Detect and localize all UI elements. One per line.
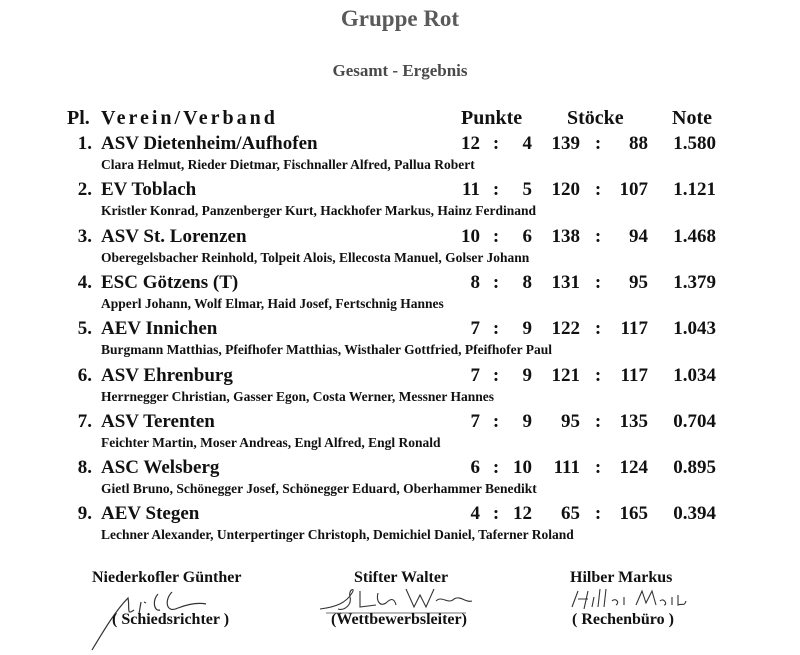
points-won: 4 xyxy=(470,503,480,524)
points-lost: 4 xyxy=(522,133,532,154)
sticks-against: 95 xyxy=(629,272,648,293)
competition-manager-name: Stifter Walter xyxy=(354,569,449,586)
rank: 6. xyxy=(77,365,92,386)
points-separator: : xyxy=(492,318,500,339)
note-value: 0.394 xyxy=(673,503,716,524)
header-sticks: Stöcke xyxy=(567,107,624,129)
sticks-against: 124 xyxy=(619,457,648,478)
result-row-1 xyxy=(0,133,800,179)
sticks-separator: : xyxy=(594,133,602,154)
sticks-for: 121 xyxy=(551,365,580,386)
sticks-against: 117 xyxy=(620,365,648,386)
rank: 9. xyxy=(77,503,92,524)
team-players: Gietl Bruno, Schönegger Josef, Schönegger Eduard, Oberhammer Benedikt xyxy=(101,481,537,496)
points-lost: 9 xyxy=(522,318,532,339)
team-players: Oberegelsbacher Reinhold, Tolpeit Alois, Ellecosta Manuel, Golser Johann xyxy=(101,250,530,265)
sticks-against: 88 xyxy=(629,133,648,154)
header-club: Verein/Verband xyxy=(101,107,278,129)
points-separator: : xyxy=(492,272,500,293)
sticks-against: 94 xyxy=(629,226,648,247)
team-players: Apperl Johann, Wolf Elmar, Haid Josef, Fertschnig Hannes xyxy=(101,296,444,311)
sticks-against: 165 xyxy=(619,503,648,524)
points-won: 7 xyxy=(470,318,480,339)
sticks-separator: : xyxy=(594,226,602,247)
points-lost: 9 xyxy=(522,411,532,432)
rank: 3. xyxy=(77,226,92,247)
result-row-8 xyxy=(0,457,800,503)
scoring-office-signature-scribble xyxy=(568,585,688,613)
points-won: 12 xyxy=(461,133,480,154)
team-name: AEV Stegen xyxy=(101,503,200,524)
team-name: EV Toblach xyxy=(101,179,197,200)
sticks-for: 131 xyxy=(551,272,580,293)
header-note: Note xyxy=(672,107,712,129)
rank: 4. xyxy=(77,272,92,293)
note-value: 1.468 xyxy=(673,226,716,247)
points-lost: 5 xyxy=(522,179,532,200)
team-players: Burgmann Matthias, Pfeifhofer Matthias, Wisthaler Gottfried, Pfeifhofer Paul xyxy=(101,342,552,357)
rank: 8. xyxy=(77,457,92,478)
sticks-separator: : xyxy=(594,318,602,339)
team-name: ASV Dietenheim/Aufhofen xyxy=(101,133,318,154)
scoring-office-name: Hilber Markus xyxy=(570,569,673,586)
result-row-2 xyxy=(0,179,800,225)
points-won: 10 xyxy=(461,226,480,247)
team-name: ASV St. Lorenzen xyxy=(101,226,247,247)
points-separator: : xyxy=(492,226,500,247)
team-name: AEV Innichen xyxy=(101,318,218,339)
sticks-for: 138 xyxy=(551,226,580,247)
team-name: ESC Götzens (T) xyxy=(101,272,239,293)
referee-role: ( Schiedsrichter ) xyxy=(112,611,230,628)
rank: 5. xyxy=(77,318,92,339)
points-lost: 12 xyxy=(513,503,532,524)
note-value: 1.043 xyxy=(673,318,716,339)
sticks-against: 107 xyxy=(619,179,648,200)
rank: 7. xyxy=(77,411,92,432)
team-name: ASV Terenten xyxy=(101,411,215,432)
sticks-for: 111 xyxy=(553,457,580,478)
sticks-for: 139 xyxy=(551,133,580,154)
team-players: Lechner Alexander, Unterpertinger Christoph, Demichiel Daniel, Taferner Roland xyxy=(101,527,574,542)
points-separator: : xyxy=(492,365,500,386)
page-title: Gruppe Rot xyxy=(340,6,460,31)
note-value: 1.580 xyxy=(673,133,716,154)
points-won: 8 xyxy=(470,272,480,293)
team-players: Clara Helmut, Rieder Dietmar, Fischnaller Alfred, Pallua Robert xyxy=(101,157,475,172)
team-name: ASV Ehrenburg xyxy=(101,365,233,386)
note-value: 0.895 xyxy=(673,457,716,478)
sticks-separator: : xyxy=(594,365,602,386)
points-separator: : xyxy=(492,503,500,524)
points-separator: : xyxy=(492,133,500,154)
note-value: 1.379 xyxy=(673,272,716,293)
points-lost: 9 xyxy=(522,365,532,386)
points-lost: 6 xyxy=(522,226,532,247)
team-name: ASC Welsberg xyxy=(101,457,220,478)
points-lost: 8 xyxy=(522,272,532,293)
points-separator: : xyxy=(492,457,500,478)
points-lost: 10 xyxy=(513,457,532,478)
sticks-separator: : xyxy=(594,179,602,200)
sticks-separator: : xyxy=(594,272,602,293)
team-players: Kristler Konrad, Panzenberger Kurt, Hackhofer Markus, Hainz Ferdinand xyxy=(101,203,536,218)
referee-name: Niederkofler Günther xyxy=(92,569,242,586)
points-separator: : xyxy=(492,411,500,432)
sticks-separator: : xyxy=(594,503,602,524)
sticks-against: 135 xyxy=(619,411,648,432)
points-separator: : xyxy=(492,179,500,200)
rank: 1. xyxy=(77,133,92,154)
competition-manager-role: (Wettbewerbsleiter) xyxy=(331,611,467,628)
sticks-for: 120 xyxy=(551,179,580,200)
team-players: Feichter Martin, Moser Andreas, Engl Alfred, Engl Ronald xyxy=(101,435,441,450)
result-row-7 xyxy=(0,411,800,457)
header-place: Pl. xyxy=(67,107,90,129)
team-players: Herrnegger Christian, Gasser Egon, Costa Werner, Messner Hannes xyxy=(101,389,494,404)
sticks-for: 65 xyxy=(561,503,580,524)
sticks-against: 117 xyxy=(620,318,648,339)
rank: 2. xyxy=(77,179,92,200)
sticks-for: 122 xyxy=(551,318,580,339)
sticks-for: 95 xyxy=(561,411,580,432)
result-row-6 xyxy=(0,365,800,411)
points-won: 6 xyxy=(470,457,480,478)
note-value: 1.034 xyxy=(673,365,716,386)
sticks-separator: : xyxy=(594,457,602,478)
sticks-separator: : xyxy=(594,411,602,432)
result-row-9 xyxy=(0,503,800,549)
result-row-3 xyxy=(0,226,800,272)
points-won: 11 xyxy=(462,179,480,200)
page-subtitle: Gesamt - Ergebnis xyxy=(332,61,468,80)
note-value: 0.704 xyxy=(673,411,716,432)
scoring-office-role: ( Rechenbüro ) xyxy=(572,611,674,628)
note-value: 1.121 xyxy=(673,179,716,200)
header-points: Punkte xyxy=(461,107,523,129)
result-row-4 xyxy=(0,272,800,318)
points-won: 7 xyxy=(470,411,480,432)
result-row-5 xyxy=(0,318,800,364)
points-won: 7 xyxy=(470,365,480,386)
